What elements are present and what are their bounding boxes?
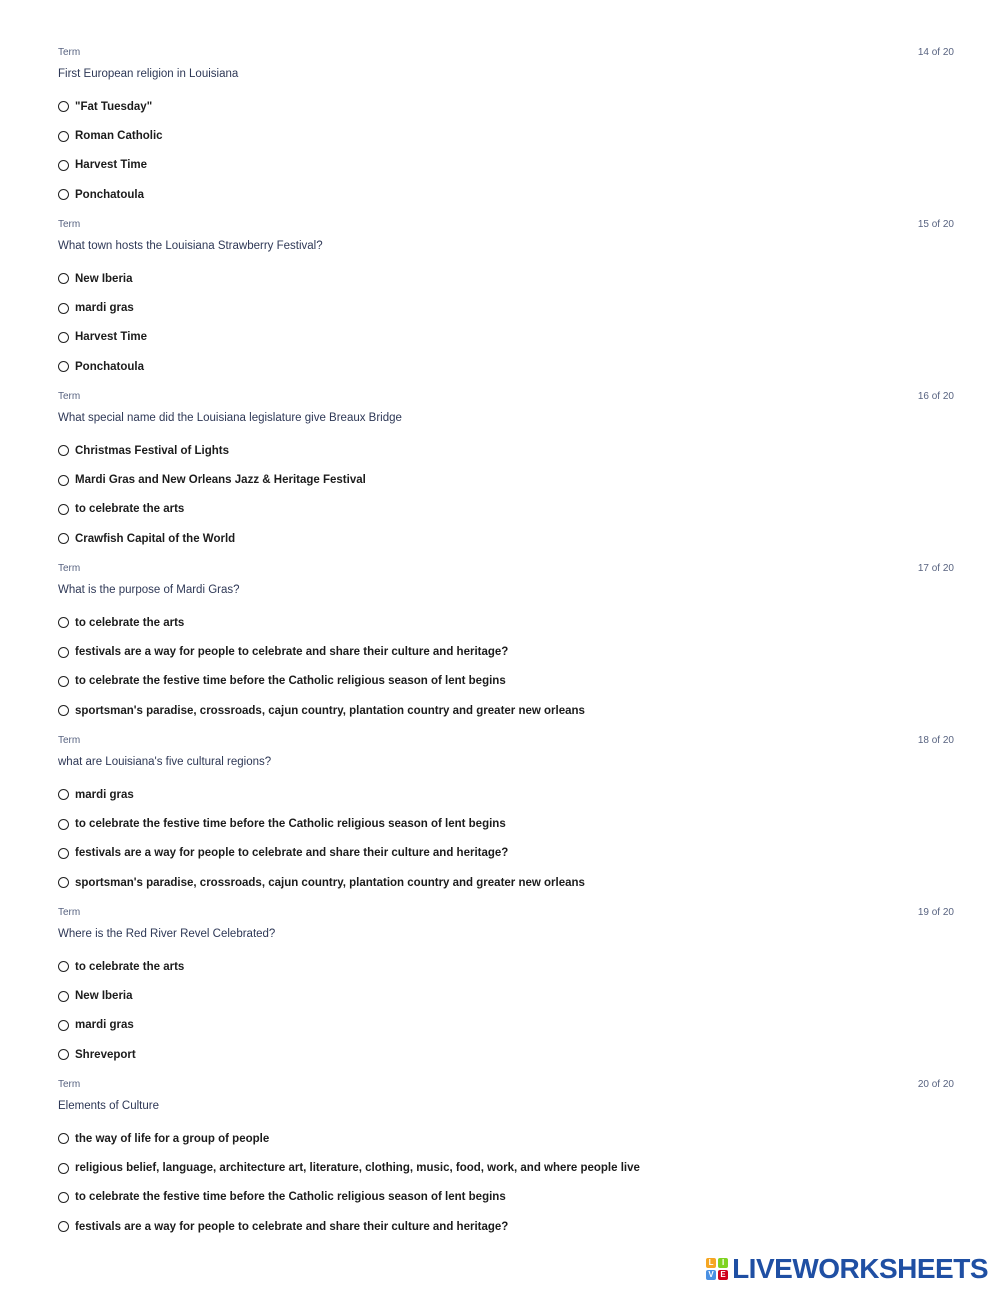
question-block (58, 906, 954, 1078)
answer-option-label: Harvest Time (75, 331, 148, 344)
answer-option-label: "Fat Tuesday" (75, 100, 153, 113)
answer-options (58, 436, 954, 554)
radio-button[interactable] (58, 273, 69, 284)
question-block (58, 46, 954, 218)
answer-option[interactable] (58, 1011, 954, 1040)
answer-option-label: sportsman's paradise, crossroads, cajun country, plantation country and greater new orleans (75, 704, 585, 717)
radio-button[interactable] (58, 617, 69, 628)
answer-option-label: Christmas Festival of Lights (75, 444, 230, 457)
question-prompt: What is the purpose of Mardi Gras? (58, 584, 240, 596)
question-header (58, 1078, 954, 1098)
question-block (58, 390, 954, 562)
question-block (58, 218, 954, 390)
radio-button[interactable] (58, 1221, 69, 1232)
answer-option[interactable] (58, 495, 954, 524)
answer-option[interactable] (58, 981, 954, 1010)
question-prompt: What town hosts the Louisiana Strawberry Festival? (58, 240, 323, 252)
radio-button[interactable] (58, 991, 69, 1002)
answer-options (58, 1124, 954, 1242)
radio-button[interactable] (58, 961, 69, 972)
answer-options (58, 92, 954, 210)
radio-button[interactable] (58, 848, 69, 859)
question-counter: 14 of 20 (917, 47, 954, 58)
question-counter: 19 of 20 (917, 907, 954, 918)
radio-button[interactable] (58, 705, 69, 716)
radio-button[interactable] (58, 789, 69, 800)
radio-button[interactable] (58, 101, 69, 112)
answer-option[interactable] (58, 608, 954, 637)
answer-option-label: Ponchatoula (75, 188, 145, 201)
answer-option-label: to celebrate the festive time before the Catholic religious season of lent begins (75, 818, 506, 831)
term-label: Term (58, 47, 81, 58)
answer-option-label: Crawfish Capital of the World (75, 532, 236, 545)
answer-option-label: to celebrate the arts (75, 616, 185, 629)
term-label: Term (58, 391, 81, 402)
answer-options (58, 608, 954, 726)
radio-button[interactable] (58, 819, 69, 830)
answer-option-label: mardi gras (75, 1019, 134, 1032)
radio-button[interactable] (58, 189, 69, 200)
radio-button[interactable] (58, 361, 69, 372)
answer-option-label: sportsman's paradise, crossroads, cajun country, plantation country and greater new orleans (75, 876, 585, 889)
answer-option-label: festivals are a way for people to celebrate and share their culture and heritage? (75, 847, 509, 860)
answer-option-label: Harvest Time (75, 159, 148, 172)
radio-button[interactable] (58, 303, 69, 314)
brand-name: LIVEWORKSHEETS (732, 1253, 988, 1284)
brand-icon-tile: I (718, 1258, 728, 1268)
answer-option[interactable] (58, 1183, 954, 1212)
term-label: Term (58, 219, 81, 230)
answer-option-label: Roman Catholic (75, 130, 163, 143)
answer-option-label: the way of life for a group of people (75, 1132, 270, 1145)
question-prompt: Where is the Red River Revel Celebrated? (58, 928, 276, 940)
question-prompt: First European religion in Louisiana (58, 68, 239, 80)
answer-option[interactable] (58, 92, 954, 121)
answer-option[interactable] (58, 352, 954, 381)
brand-icon-tile: L (706, 1258, 716, 1268)
radio-button[interactable] (58, 160, 69, 171)
answer-option[interactable] (58, 323, 954, 352)
answer-option-label: Shreveport (75, 1048, 136, 1061)
answer-option[interactable] (58, 524, 954, 553)
answer-options (58, 952, 954, 1070)
question-prompt: Elements of Culture (58, 1100, 159, 1112)
question-header (58, 46, 954, 66)
question-header (58, 734, 954, 754)
answer-option[interactable] (58, 1040, 954, 1069)
radio-button[interactable] (58, 475, 69, 486)
answer-option[interactable] (58, 465, 954, 494)
term-label: Term (58, 1079, 81, 1090)
question-counter: 20 of 20 (917, 1079, 954, 1090)
answer-option-label: New Iberia (75, 990, 133, 1003)
answer-option-label: Ponchatoula (75, 360, 145, 373)
brand-icon-tile: V (706, 1270, 716, 1280)
question-counter: 18 of 20 (917, 735, 954, 746)
question-block (58, 1078, 954, 1250)
answer-option-label: Mardi Gras and New Orleans Jazz & Heritage Festival (75, 474, 366, 487)
radio-button[interactable] (58, 445, 69, 456)
question-header (58, 906, 954, 926)
radio-button[interactable] (58, 504, 69, 515)
question-header (58, 218, 954, 238)
answer-option-label: mardi gras (75, 788, 134, 801)
question-counter: 17 of 20 (917, 563, 954, 574)
radio-button[interactable] (58, 1133, 69, 1144)
answer-option-label: to celebrate the festive time before the Catholic religious season of lent begins (75, 675, 506, 688)
radio-button[interactable] (58, 1192, 69, 1203)
answer-options (58, 780, 954, 898)
question-header (58, 562, 954, 582)
answer-option-label: New Iberia (75, 272, 133, 285)
radio-button[interactable] (58, 877, 69, 888)
radio-button[interactable] (58, 131, 69, 142)
radio-button[interactable] (58, 332, 69, 343)
answer-option[interactable] (58, 868, 954, 897)
answer-option[interactable] (58, 839, 954, 868)
answer-option[interactable] (58, 151, 954, 180)
liveworksheets-logo (706, 1254, 988, 1284)
answer-option-label: festivals are a way for people to celebrate and share their culture and heritage? (75, 646, 509, 659)
quiz-container (58, 46, 954, 1250)
radio-button[interactable] (58, 1163, 69, 1174)
radio-button[interactable] (58, 1049, 69, 1060)
answer-option-label: to celebrate the arts (75, 960, 185, 973)
answer-option-label: to celebrate the arts (75, 503, 185, 516)
answer-option[interactable] (58, 696, 954, 725)
answer-options (58, 264, 954, 382)
radio-button[interactable] (58, 1020, 69, 1031)
answer-option[interactable] (58, 667, 954, 696)
answer-option[interactable] (58, 264, 954, 293)
answer-option-label: to celebrate the festive time before the Catholic religious season of lent begins (75, 1191, 506, 1204)
term-label: Term (58, 735, 81, 746)
answer-option-label: mardi gras (75, 302, 134, 315)
radio-button[interactable] (58, 676, 69, 687)
question-block (58, 734, 954, 906)
answer-option[interactable] (58, 1124, 954, 1153)
question-block (58, 562, 954, 734)
question-prompt: what are Louisiana's five cultural regions? (58, 756, 272, 768)
answer-option-label: religious belief, language, architecture art, literature, clothing, music, food, work, and where people live (75, 1162, 640, 1175)
question-counter: 15 of 20 (917, 219, 954, 230)
answer-option[interactable] (58, 121, 954, 150)
answer-option[interactable] (58, 1212, 954, 1241)
question-counter: 16 of 20 (917, 391, 954, 402)
question-header (58, 390, 954, 410)
term-label: Term (58, 907, 81, 918)
answer-option[interactable] (58, 637, 954, 666)
answer-option[interactable] (58, 180, 954, 209)
answer-option[interactable] (58, 1153, 954, 1182)
radio-button[interactable] (58, 647, 69, 658)
answer-option[interactable] (58, 293, 954, 322)
radio-button[interactable] (58, 533, 69, 544)
answer-option[interactable] (58, 809, 954, 838)
answer-option[interactable] (58, 780, 954, 809)
term-label: Term (58, 563, 81, 574)
question-prompt: What special name did the Louisiana legislature give Breaux Bridge (58, 412, 402, 424)
answer-option[interactable] (58, 952, 954, 981)
brand-icon (706, 1258, 728, 1280)
answer-option-label: festivals are a way for people to celebrate and share their culture and heritage? (75, 1220, 509, 1233)
answer-option[interactable] (58, 436, 954, 465)
brand-icon-tile: E (718, 1270, 728, 1280)
